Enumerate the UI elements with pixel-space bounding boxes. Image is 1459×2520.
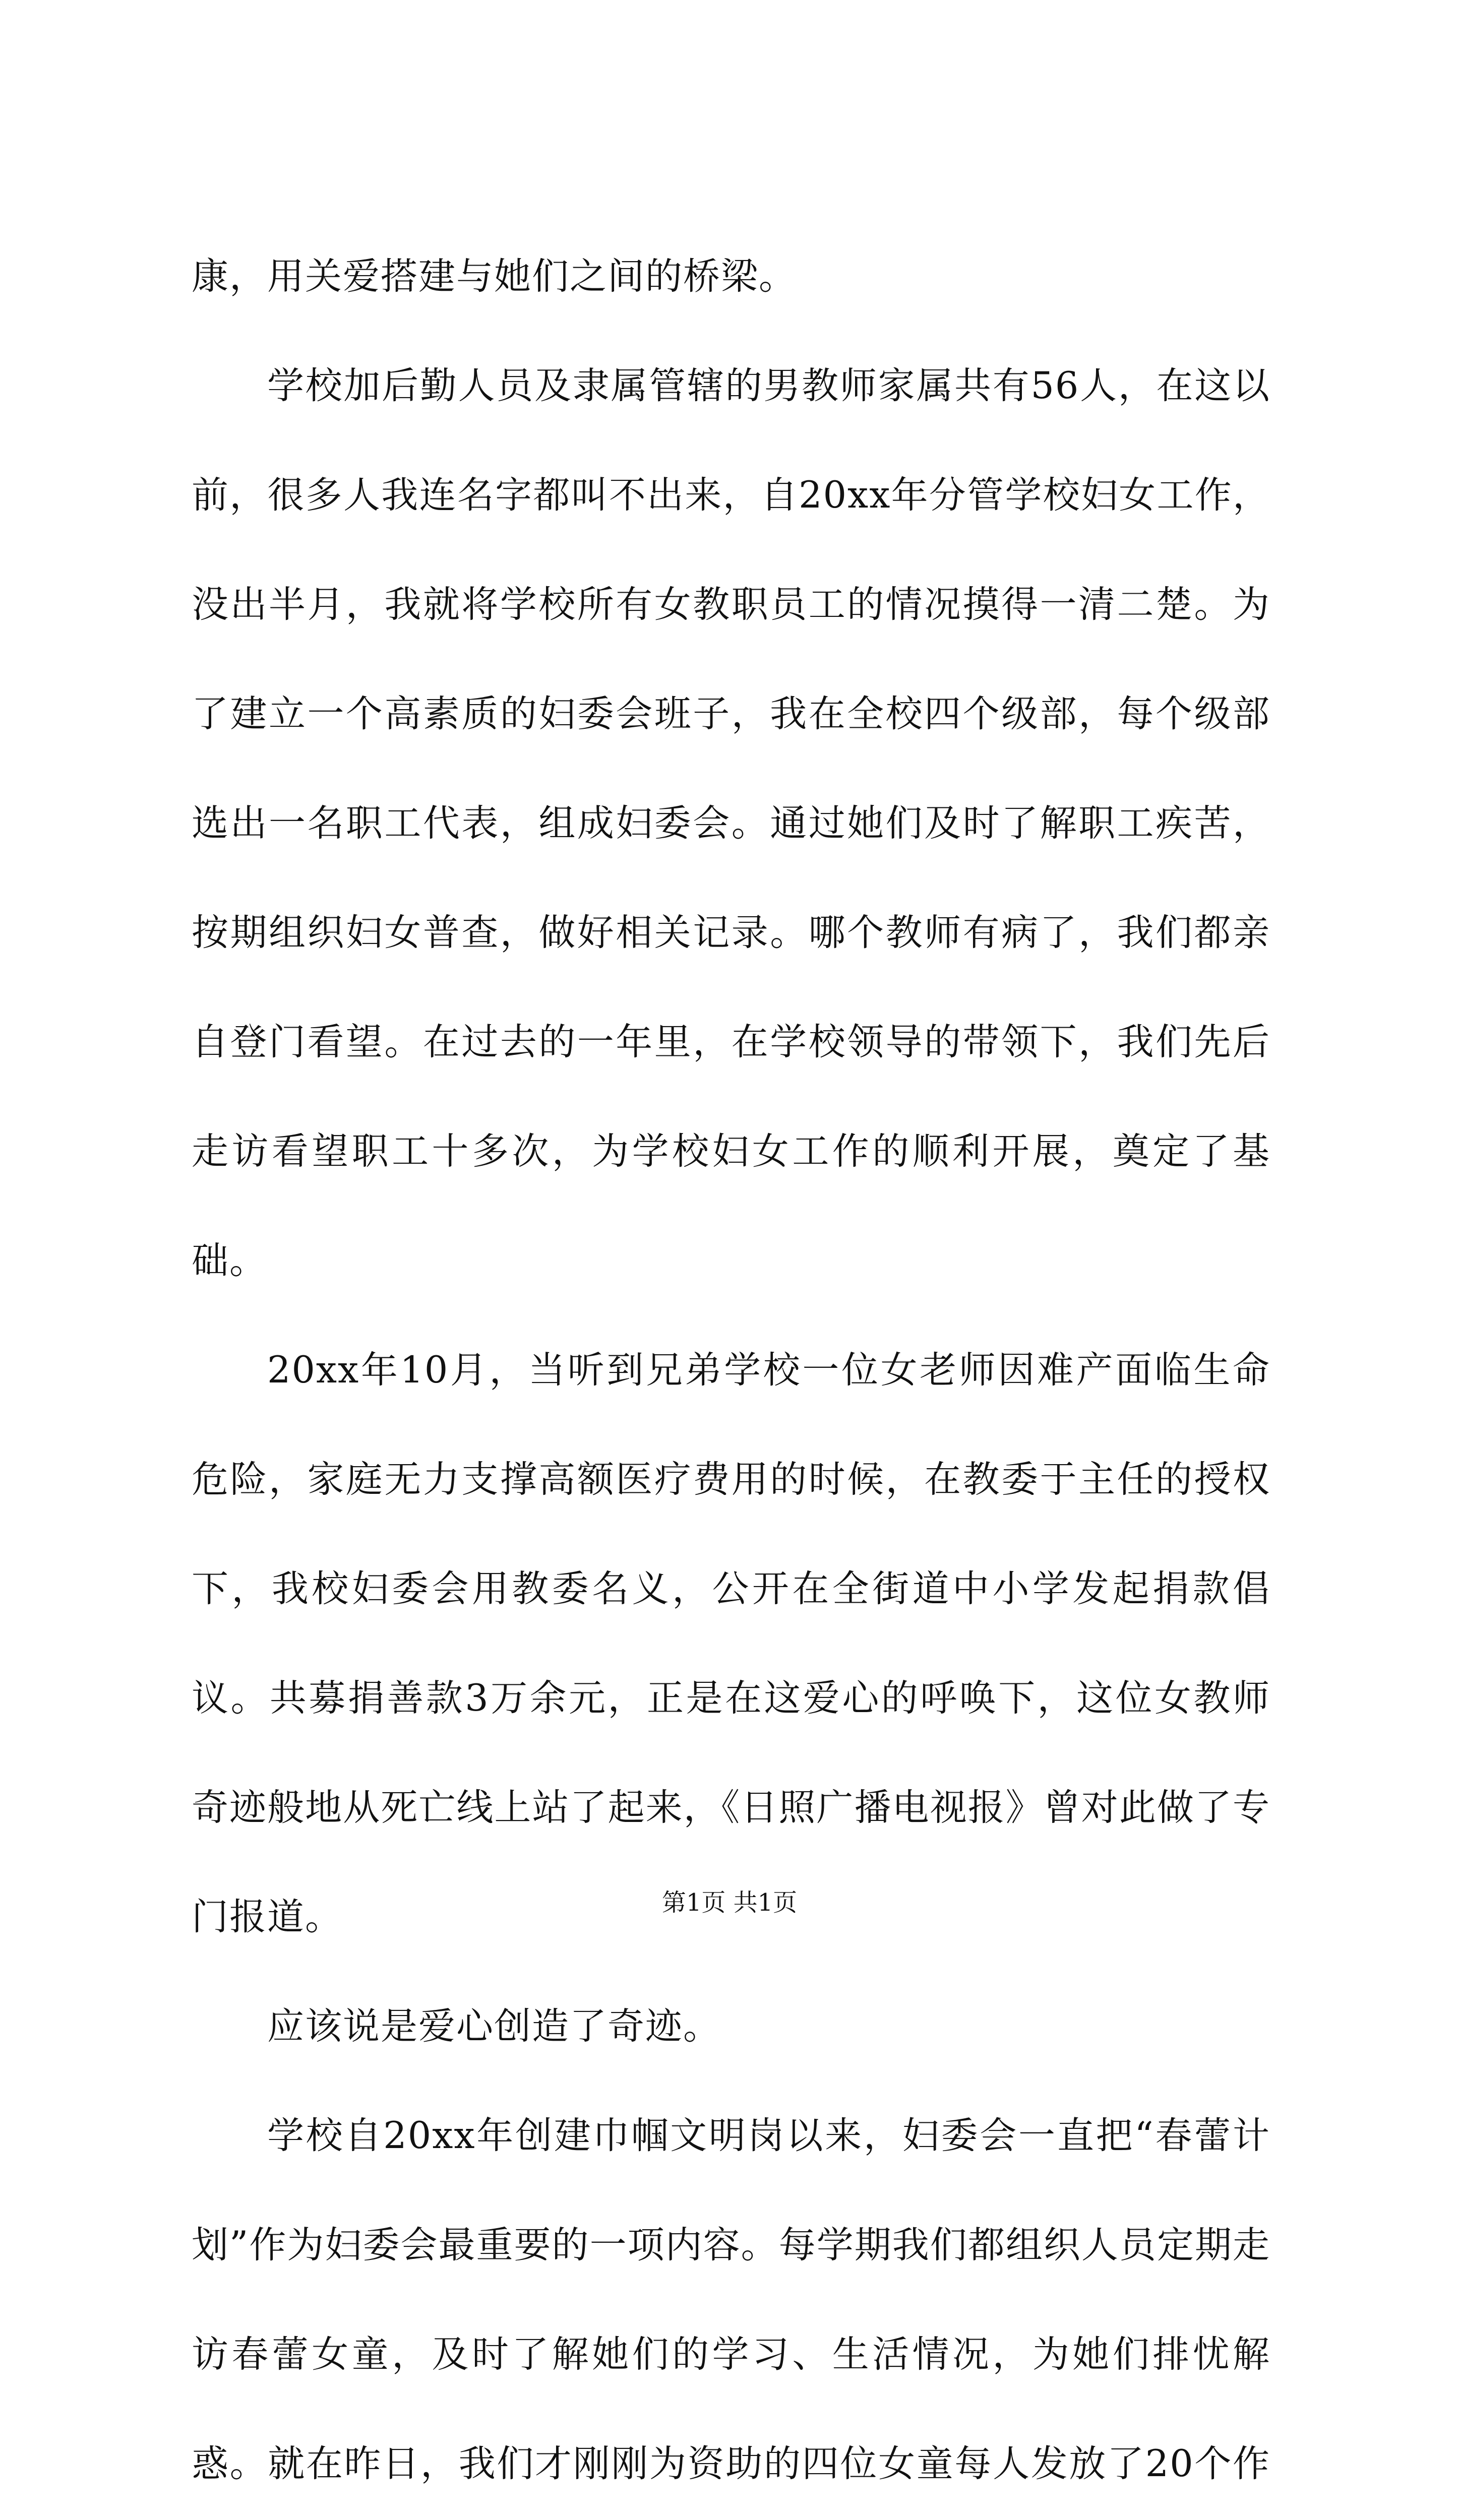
page-number-label: 第1页 共1页	[661, 1888, 798, 1917]
page-footer	[0, 1887, 1459, 1918]
paragraph-4: 应该说是爱心创造了奇迹。	[267, 2005, 721, 2048]
paragraph-2: 学校加后勤人员及隶属管辖的男教师家属共有56人，在这以前，很多人我连名字都叫不出来，自20xx年分管学校妇女工作，没出半月，我就将学校所有女教职员工的情况摸得一清二楚。为了建立一个高素质的妇委会班子，我在全校四个级部，每个级部选出一名职工代表，组成妇委会。通过她们及时了解职工疾苦，按期组织妇女普查，做好相关记录。哪个教师有病了，我们都亲自登门看望。在过去的一年里，在学校领导的带领下，我们先后走访看望职工十多次，为学校妇女工作的顺利开展，奠定了基础。	[192, 364, 1270, 1282]
paragraph-5: 学校自20xx年创建巾帼文明岗以来，妇委会一直把“春蕾计划”作为妇委会最重要的一项内容。每学期我们都组织人员定期走访春蕾女童，及时了解她们的学习、生活情况，为她们排忧解惑。就在昨日，我们才刚刚为资助的四位女童每人发放了20个作	[192, 2114, 1270, 2485]
document-body	[192, 222, 1270, 2520]
paragraph-1: 康，用关爱搭建与她们之间的桥梁。	[192, 255, 797, 298]
paragraph-3: 20xx年10月，当听到兄弟学校一位女老师因难产面临生命危险，家庭无力支撑高额医疗费用的时候，在教委于主任的授权下，我校妇委会用教委名义，公开在全街道中小学发起捐款倡议。共募捐善款3万余元，正是在这爱心的呼唤下，这位女教师奇迹般地从死亡线上站了起来，《日照广播电视报》曾对此做了专门报道。	[192, 1349, 1270, 1938]
